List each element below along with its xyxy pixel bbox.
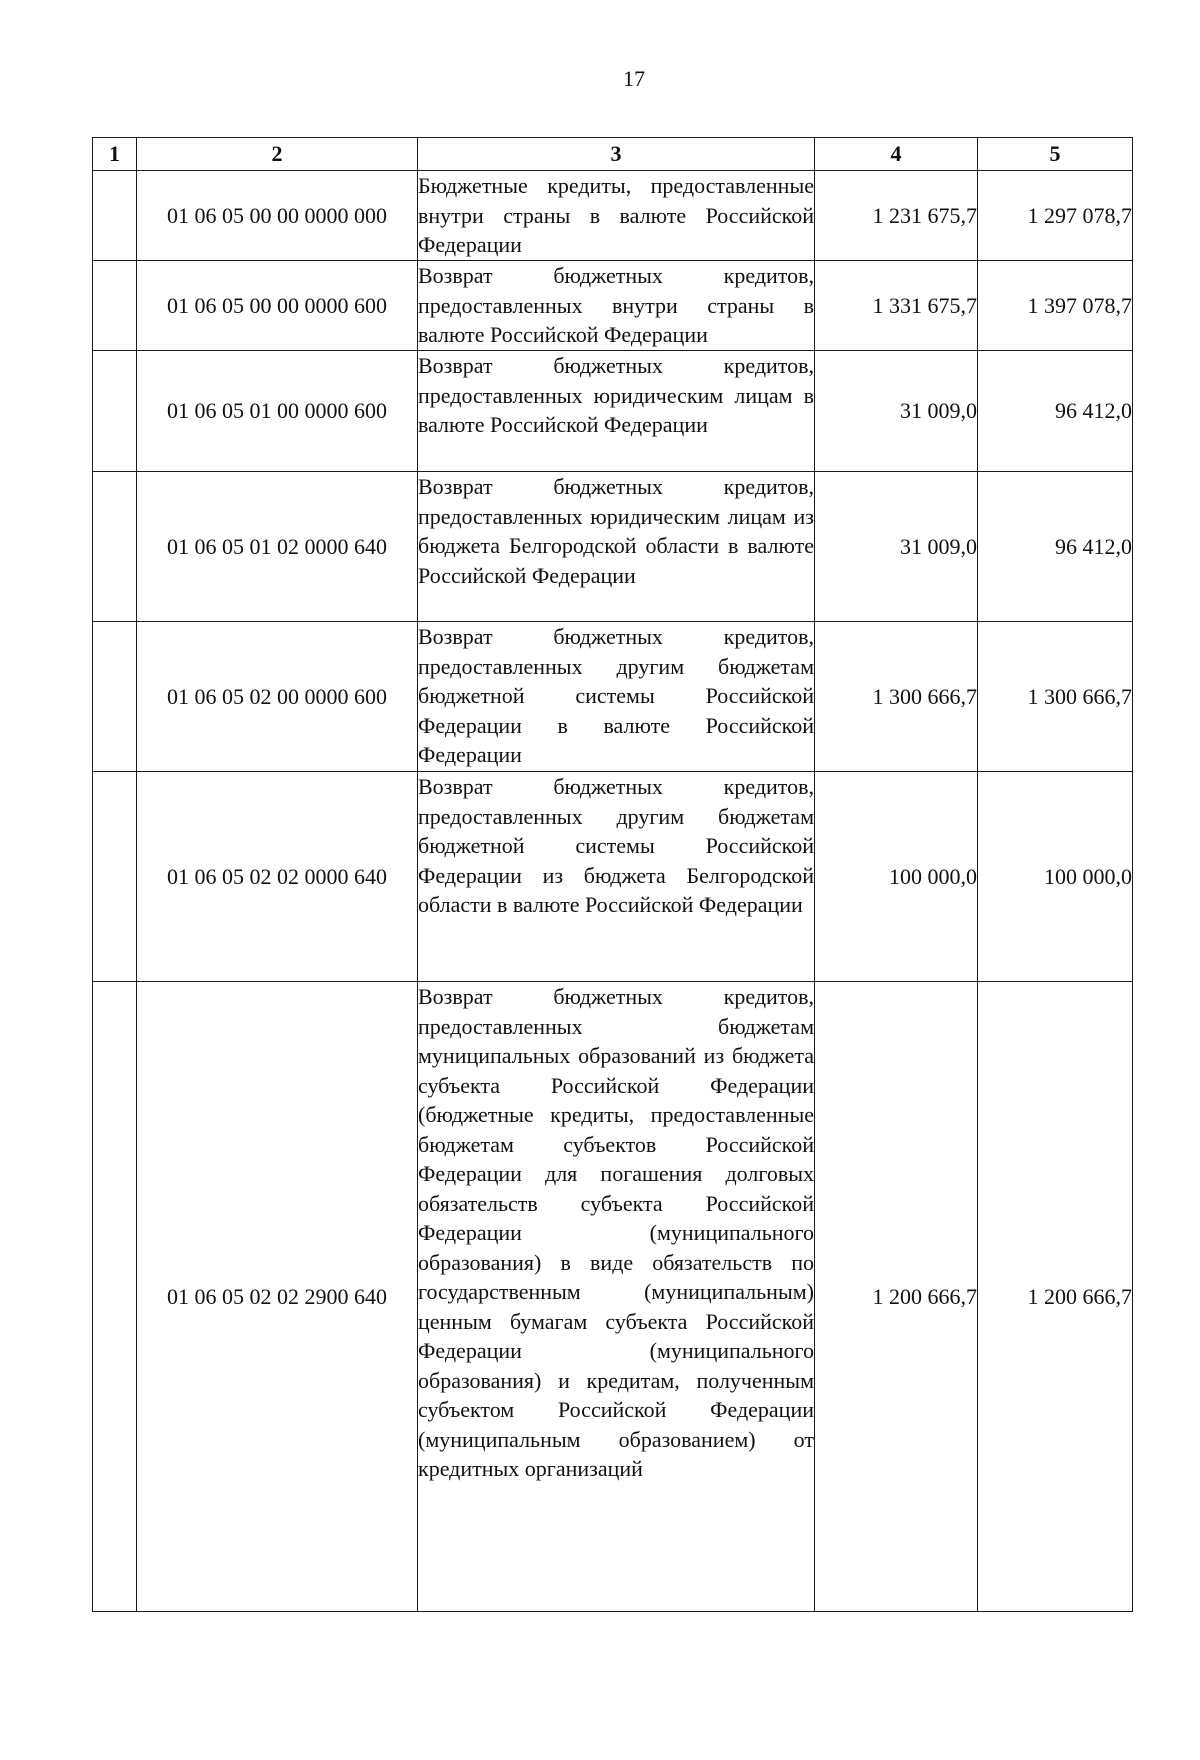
- row-number-cell: [93, 171, 137, 261]
- value-col4-cell: 1 200 666,7: [815, 982, 978, 1612]
- value-col5-cell: 1 297 078,7: [978, 171, 1133, 261]
- header-col-5: 5: [978, 138, 1133, 171]
- item-name-cell: Возврат бюджетных кредитов, предоставленных другим бюджетам бюджетной системы Российской Федерации в валюте Российской Федерации: [418, 622, 815, 772]
- value-col4-cell: 100 000,0: [815, 772, 978, 982]
- table-row: [93, 472, 1133, 622]
- table-row: [93, 261, 1133, 351]
- budget-code-cell: 01 06 05 00 00 0000 600: [137, 261, 418, 351]
- budget-sources-table: [92, 137, 1133, 1612]
- item-name-cell: Возврат бюджетных кредитов, предоставленных юридическим лицам из бюджета Белгородской области в валюте Российской Федерации: [418, 472, 815, 622]
- item-name-cell: Бюджетные кредиты, предоставленные внутри страны в валюте Российской Федерации: [418, 171, 815, 261]
- header-col-4: 4: [815, 138, 978, 171]
- budget-code-cell: 01 06 05 02 02 2900 640: [137, 982, 418, 1612]
- header-row: [93, 138, 1133, 171]
- page-number: 17: [623, 66, 645, 91]
- row-number-cell: [93, 622, 137, 772]
- budget-code-cell: 01 06 05 01 00 0000 600: [137, 351, 418, 472]
- value-col5-cell: 1 397 078,7: [978, 261, 1133, 351]
- item-name-cell: Возврат бюджетных кредитов, предоставленных юридическим лицам в валюте Российской Федерации: [418, 351, 815, 472]
- value-col4-cell: 31 009,0: [815, 472, 978, 622]
- row-number-cell: [93, 772, 137, 982]
- row-number-cell: [93, 982, 137, 1612]
- value-col4-cell: 31 009,0: [815, 351, 978, 472]
- item-name-cell: Возврат бюджетных кредитов, предоставленных внутри страны в валюте Российской Федерации: [418, 261, 815, 351]
- item-name-cell: Возврат бюджетных кредитов, предоставленных другим бюджетам бюджетной системы Российской Федерации из бюджета Белгородской области в валюте Российской Федерации: [418, 772, 815, 982]
- table-row: [93, 982, 1133, 1612]
- header-col-2: 2: [137, 138, 418, 171]
- header-col-3: 3: [418, 138, 815, 171]
- budget-code-cell: 01 06 05 01 02 0000 640: [137, 472, 418, 622]
- table-row: [93, 351, 1133, 472]
- budget-code-cell: 01 06 05 02 00 0000 600: [137, 622, 418, 772]
- value-col5-cell: 100 000,0: [978, 772, 1133, 982]
- value-col5-cell: 96 412,0: [978, 351, 1133, 472]
- header-col-1: 1: [93, 138, 137, 171]
- budget-code-cell: 01 06 05 02 02 0000 640: [137, 772, 418, 982]
- row-number-cell: [93, 261, 137, 351]
- value-col5-cell: 1 300 666,7: [978, 622, 1133, 772]
- table-row: [93, 622, 1133, 772]
- table-row: [93, 772, 1133, 982]
- budget-code-cell: 01 06 05 00 00 0000 000: [137, 171, 418, 261]
- value-col4-cell: 1 300 666,7: [815, 622, 978, 772]
- value-col4-cell: 1 231 675,7: [815, 171, 978, 261]
- row-number-cell: [93, 351, 137, 472]
- value-col5-cell: 1 200 666,7: [978, 982, 1133, 1612]
- value-col4-cell: 1 331 675,7: [815, 261, 978, 351]
- table-row: [93, 171, 1133, 261]
- value-col5-cell: 96 412,0: [978, 472, 1133, 622]
- row-number-cell: [93, 472, 137, 622]
- item-name-cell: Возврат бюджетных кредитов, предоставленных бюджетам муниципальных образований из бюджета субъекта Российской Федерации (бюджетные кредиты, предоставленные бюджетам субъектов Российской Федерации для погашения долговых обязательств субъекта Российской Федерации (муниципального образования) в виде обязательств по государственным (муниципальным) ценным бумагам субъекта Российской Федерации (муниципального образования) и кредитам, полученным субъектом Российской Федерации (муниципальным образованием) от кредитных организаций: [418, 982, 815, 1612]
